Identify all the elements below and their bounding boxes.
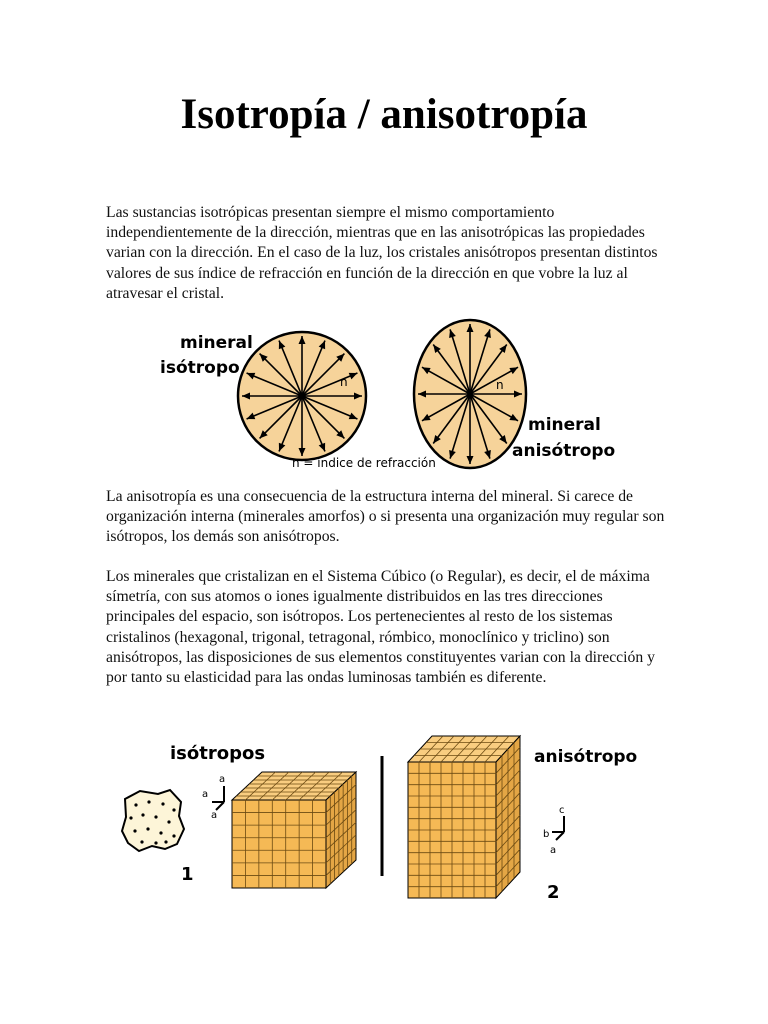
label-n-left: n: [340, 375, 348, 389]
label-mineral-anisotropo-1: mineral: [528, 415, 601, 435]
refraction-caption: n = índice de refracción: [292, 456, 436, 470]
axis-label-a-left: a: [202, 789, 209, 800]
paragraph-anisotropy-cause: La anisotropía es una consecuencia de la estructura interna del mineral. Si carece de organización interna (minerales amorfos) o si presenta una organización muy regular son isótropos, los demás son anisótropos.: [106, 488, 665, 546]
label-anisotropo: anisótropo: [534, 747, 638, 767]
axis-label-b: b: [543, 829, 550, 840]
label-mineral-isotropo-2: isótropo: [160, 358, 240, 378]
label-n-right: n: [496, 378, 504, 392]
figure-number-1: 1: [181, 864, 194, 885]
isotropic-circle: [238, 332, 366, 460]
axis-label-a-aniso: a: [550, 845, 557, 856]
label-isotropos: isótropos: [170, 743, 266, 764]
label-mineral-isotropo-1: mineral: [180, 333, 253, 353]
page-title: Isotropía / anisotropía: [180, 91, 588, 138]
label-mineral-anisotropo-2: anisótropo: [512, 441, 616, 461]
paragraph-isotropy-intro: Las sustancias isotrópicas presentan siempre el mismo comportamiento independientemente de la dirección, mientras que en las anisotrópicas las propiedades varian con la dirección. En el caso de la luz, los cristales anisótropos presentan distintos valores de sus índice de refracción en función de la dirección en que vobre la luz al atravesar el cristal.: [106, 204, 658, 302]
refraction-index-figure: [0, 310, 768, 510]
anisotropic-ellipse: [414, 320, 526, 468]
axis-label-c: c: [559, 805, 565, 816]
amorphous-mineral: [122, 790, 184, 851]
cubic-lattice: [232, 772, 356, 888]
axes-anisotropic: [552, 816, 564, 840]
paragraph-crystal-systems: Los minerales que cristalizan en el Sistema Cúbico (o Regular), es decir, el de máxima símetría, con sus atomos o iones igualmente distribuidos en las tres direcciones principales del espacio, son isótropos. Los pertenecientes al resto de los sistemas cristalinos (hexagonal, trigonal, tetragonal, rómbico, monoclínico y triclino) son anisótropos, las disposiciones de sus elementos constituyentes varian con la dirección y por tanto su elasticidad para las ondas luminosas también es diferente.: [106, 568, 655, 687]
figure-number-2: 2: [547, 882, 560, 903]
anisotropic-lattice: [408, 736, 520, 898]
axis-label-a-top: a: [219, 774, 226, 785]
axes-isotropic: [212, 786, 224, 810]
crystal-structure-figure: [0, 712, 768, 912]
axis-label-a-bottom: a: [211, 810, 218, 821]
